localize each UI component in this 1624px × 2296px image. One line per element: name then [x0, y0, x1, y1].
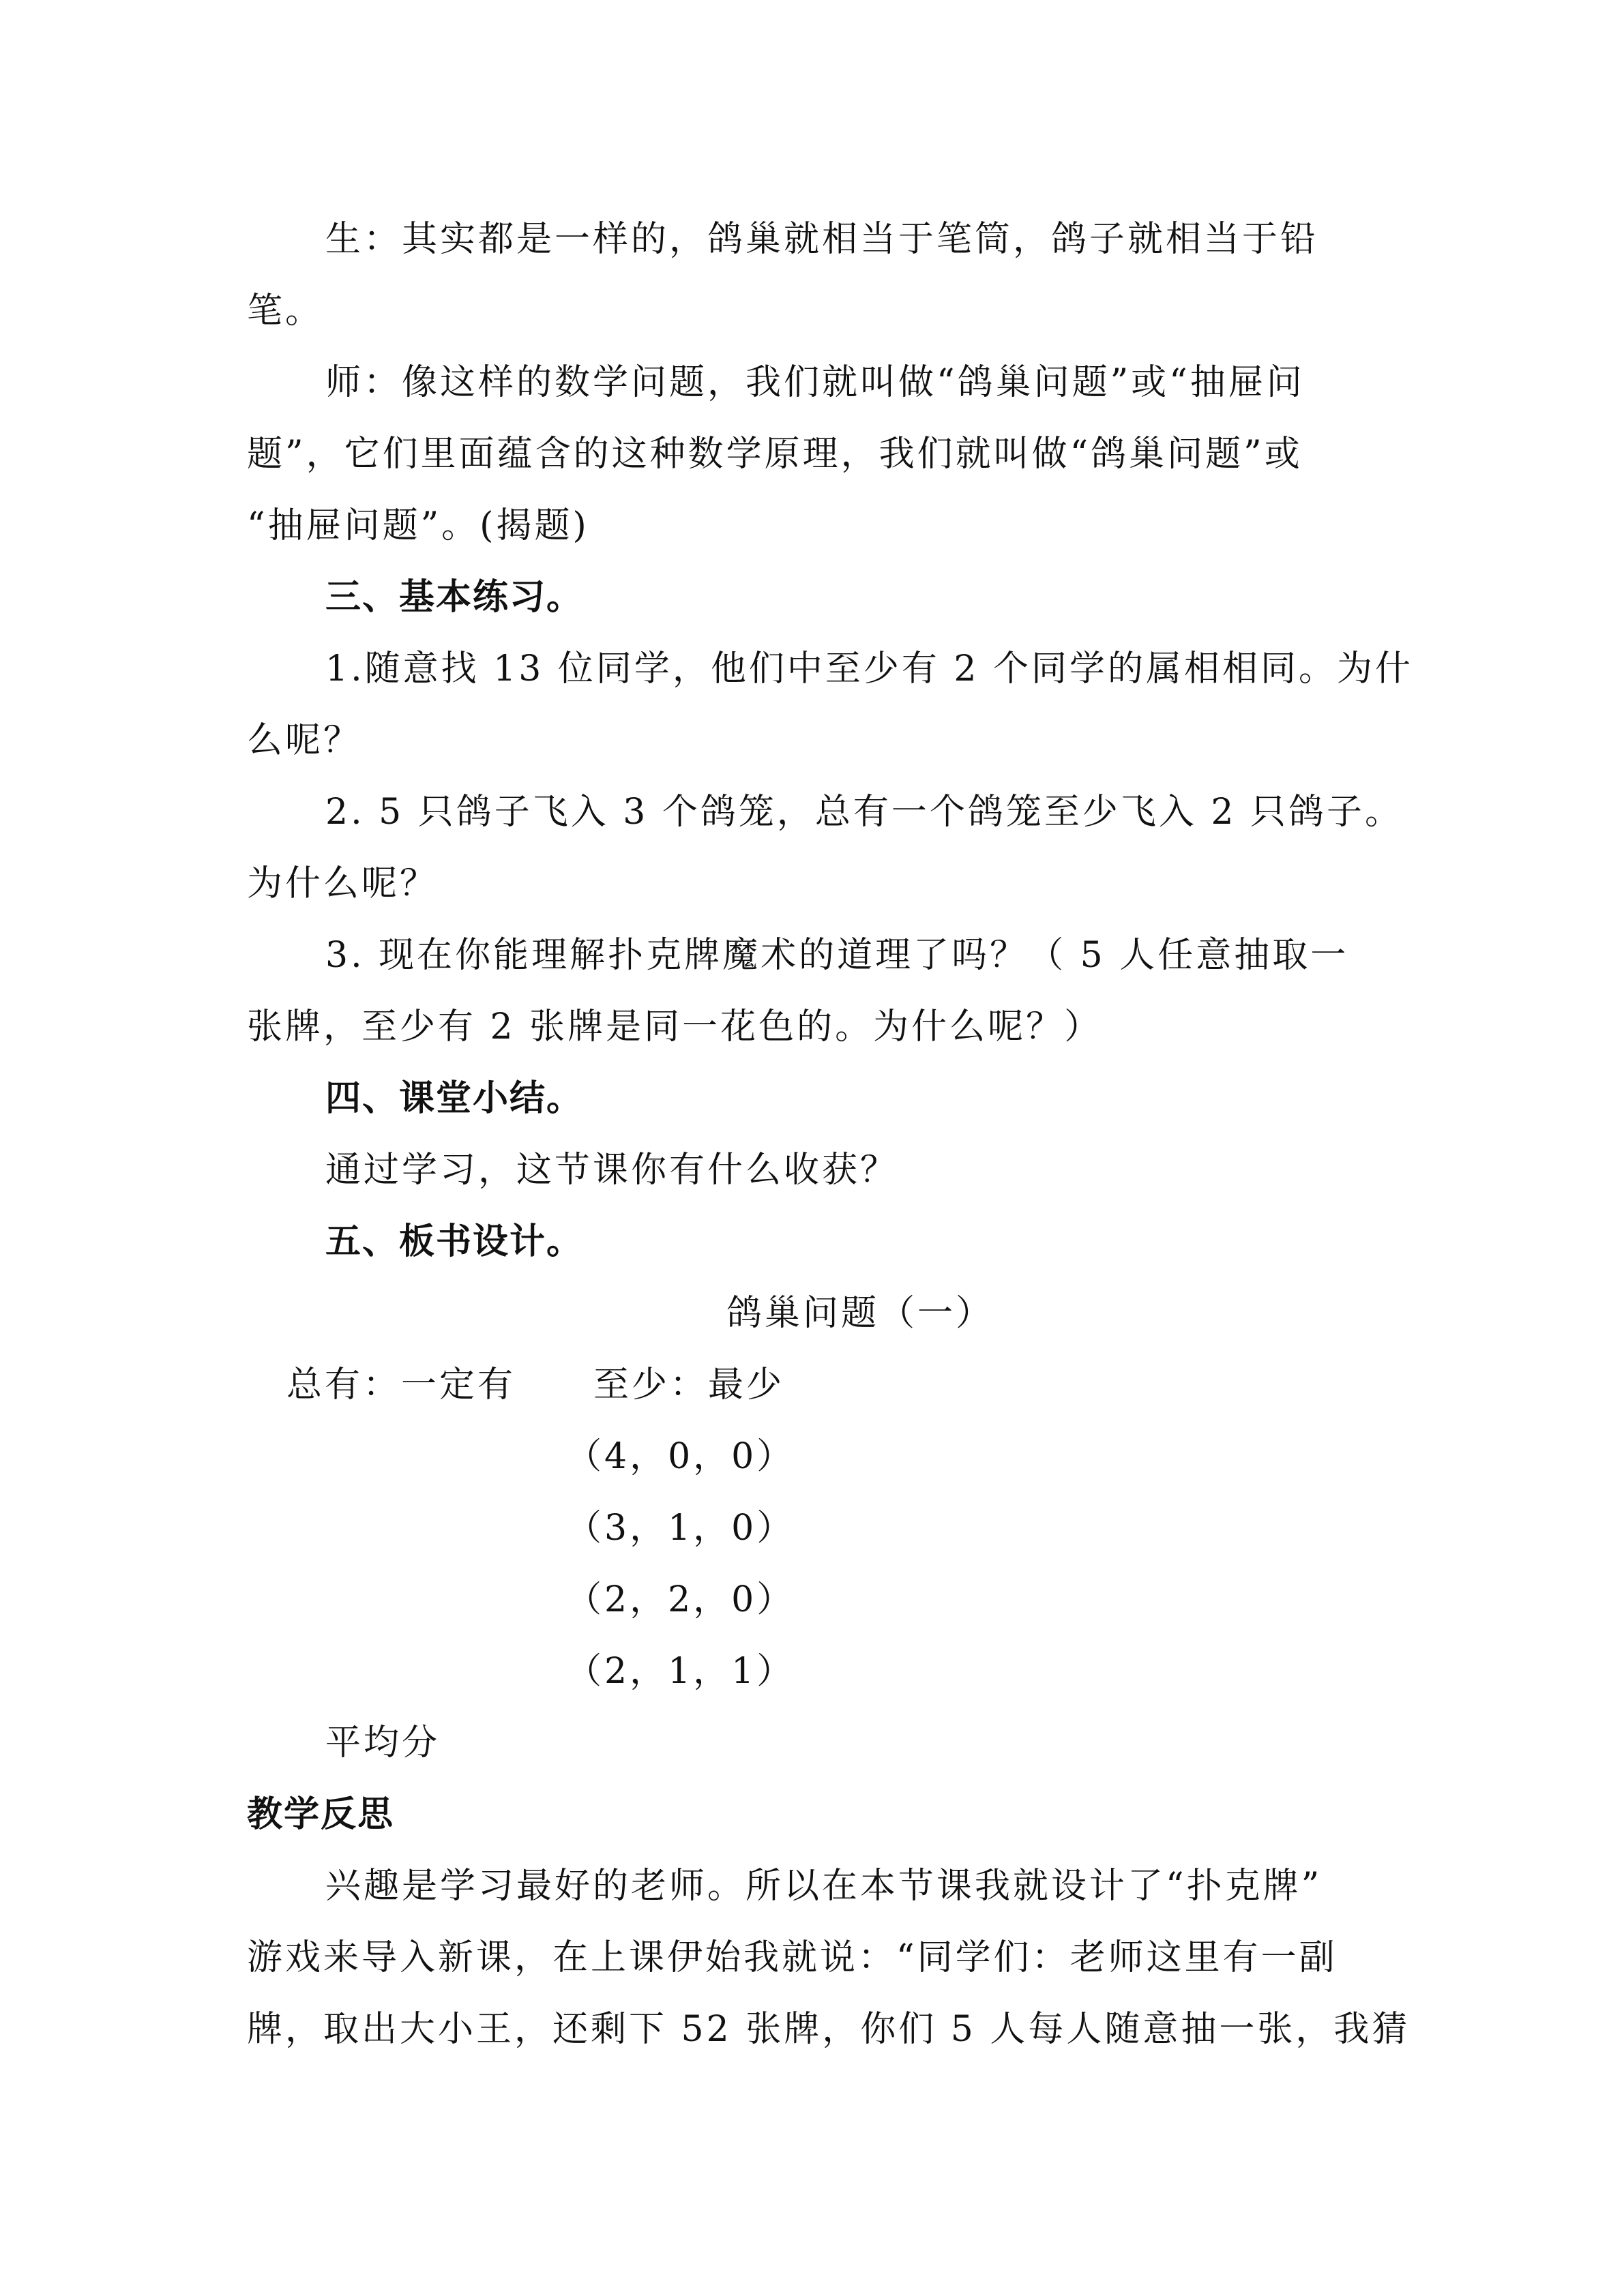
exercise-2-line-1: 2. 5 只鸽子飞入 3 个鸽笼，总有一个鸽笼至少飞入 2 只鸽子。 [325, 792, 1404, 833]
board-title: 鸽巢问题（一） [726, 1293, 994, 1334]
student-line-2: 笔。 [247, 290, 324, 331]
student-line-1: 生：其实都是一样的，鸽巢就相当于笔筒，鸽子就相当于铅 [325, 219, 1319, 260]
section-heading-practice: 三、基本练习。 [325, 577, 584, 618]
teacher-line-3: “抽屉问题”。(揭题) [247, 505, 589, 546]
teacher-line-1: 师：像这样的数学问题，我们就叫做“鸽巢问题”或“抽屉问 [325, 362, 1305, 403]
exercise-1-line-1: 1.随意找 13 位同学，他们中至少有 2 个同学的属相相同。为什 [325, 648, 1413, 689]
exercise-1-line-2: 么呢？ [247, 720, 362, 761]
exercise-2-line-2: 为什么呢？ [247, 863, 439, 904]
reflection-line-3: 牌，取出大小王，还剩下 52 张牌，你们 5 人每人随意抽一张，我猜 [247, 2009, 1411, 2050]
exercise-3-line-1: 3. 现在你能理解扑克牌魔术的道理了吗？（ 5 人任意抽取一 [325, 935, 1349, 976]
teacher-line-2: 题”，它们里面蕴含的这种数学原理，我们就叫做“鸽巢问题”或 [247, 434, 1303, 475]
board-row-1: （4，0，0） [566, 1436, 795, 1477]
board-term-left: 总有：一定有 [286, 1365, 516, 1405]
reflection-line-2: 游戏来导入新课，在上课伊始我就说：“同学们：老师这里有一副 [247, 1937, 1338, 1978]
summary-text: 通过学习，这节课你有什么收获？ [325, 1150, 899, 1191]
board-row-2: （3，1，0） [566, 1508, 795, 1549]
exercise-3-line-2: 张牌，至少有 2 张牌是同一花色的。为什么呢？） [247, 1007, 1103, 1047]
section-heading-summary: 四、课堂小结。 [325, 1078, 584, 1119]
board-row-4: （2，1，1） [566, 1651, 795, 1692]
section-heading-board: 五、板书设计。 [325, 1221, 584, 1262]
reflection-heading: 教学反思 [247, 1794, 395, 1835]
board-footer: 平均分 [325, 1723, 441, 1763]
reflection-line-1: 兴趣是学习最好的老师。所以在本节课我就设计了“扑克牌” [325, 1866, 1323, 1907]
board-term-right: 至少：最少 [593, 1365, 785, 1405]
board-row-3: （2，2，0） [566, 1579, 795, 1620]
